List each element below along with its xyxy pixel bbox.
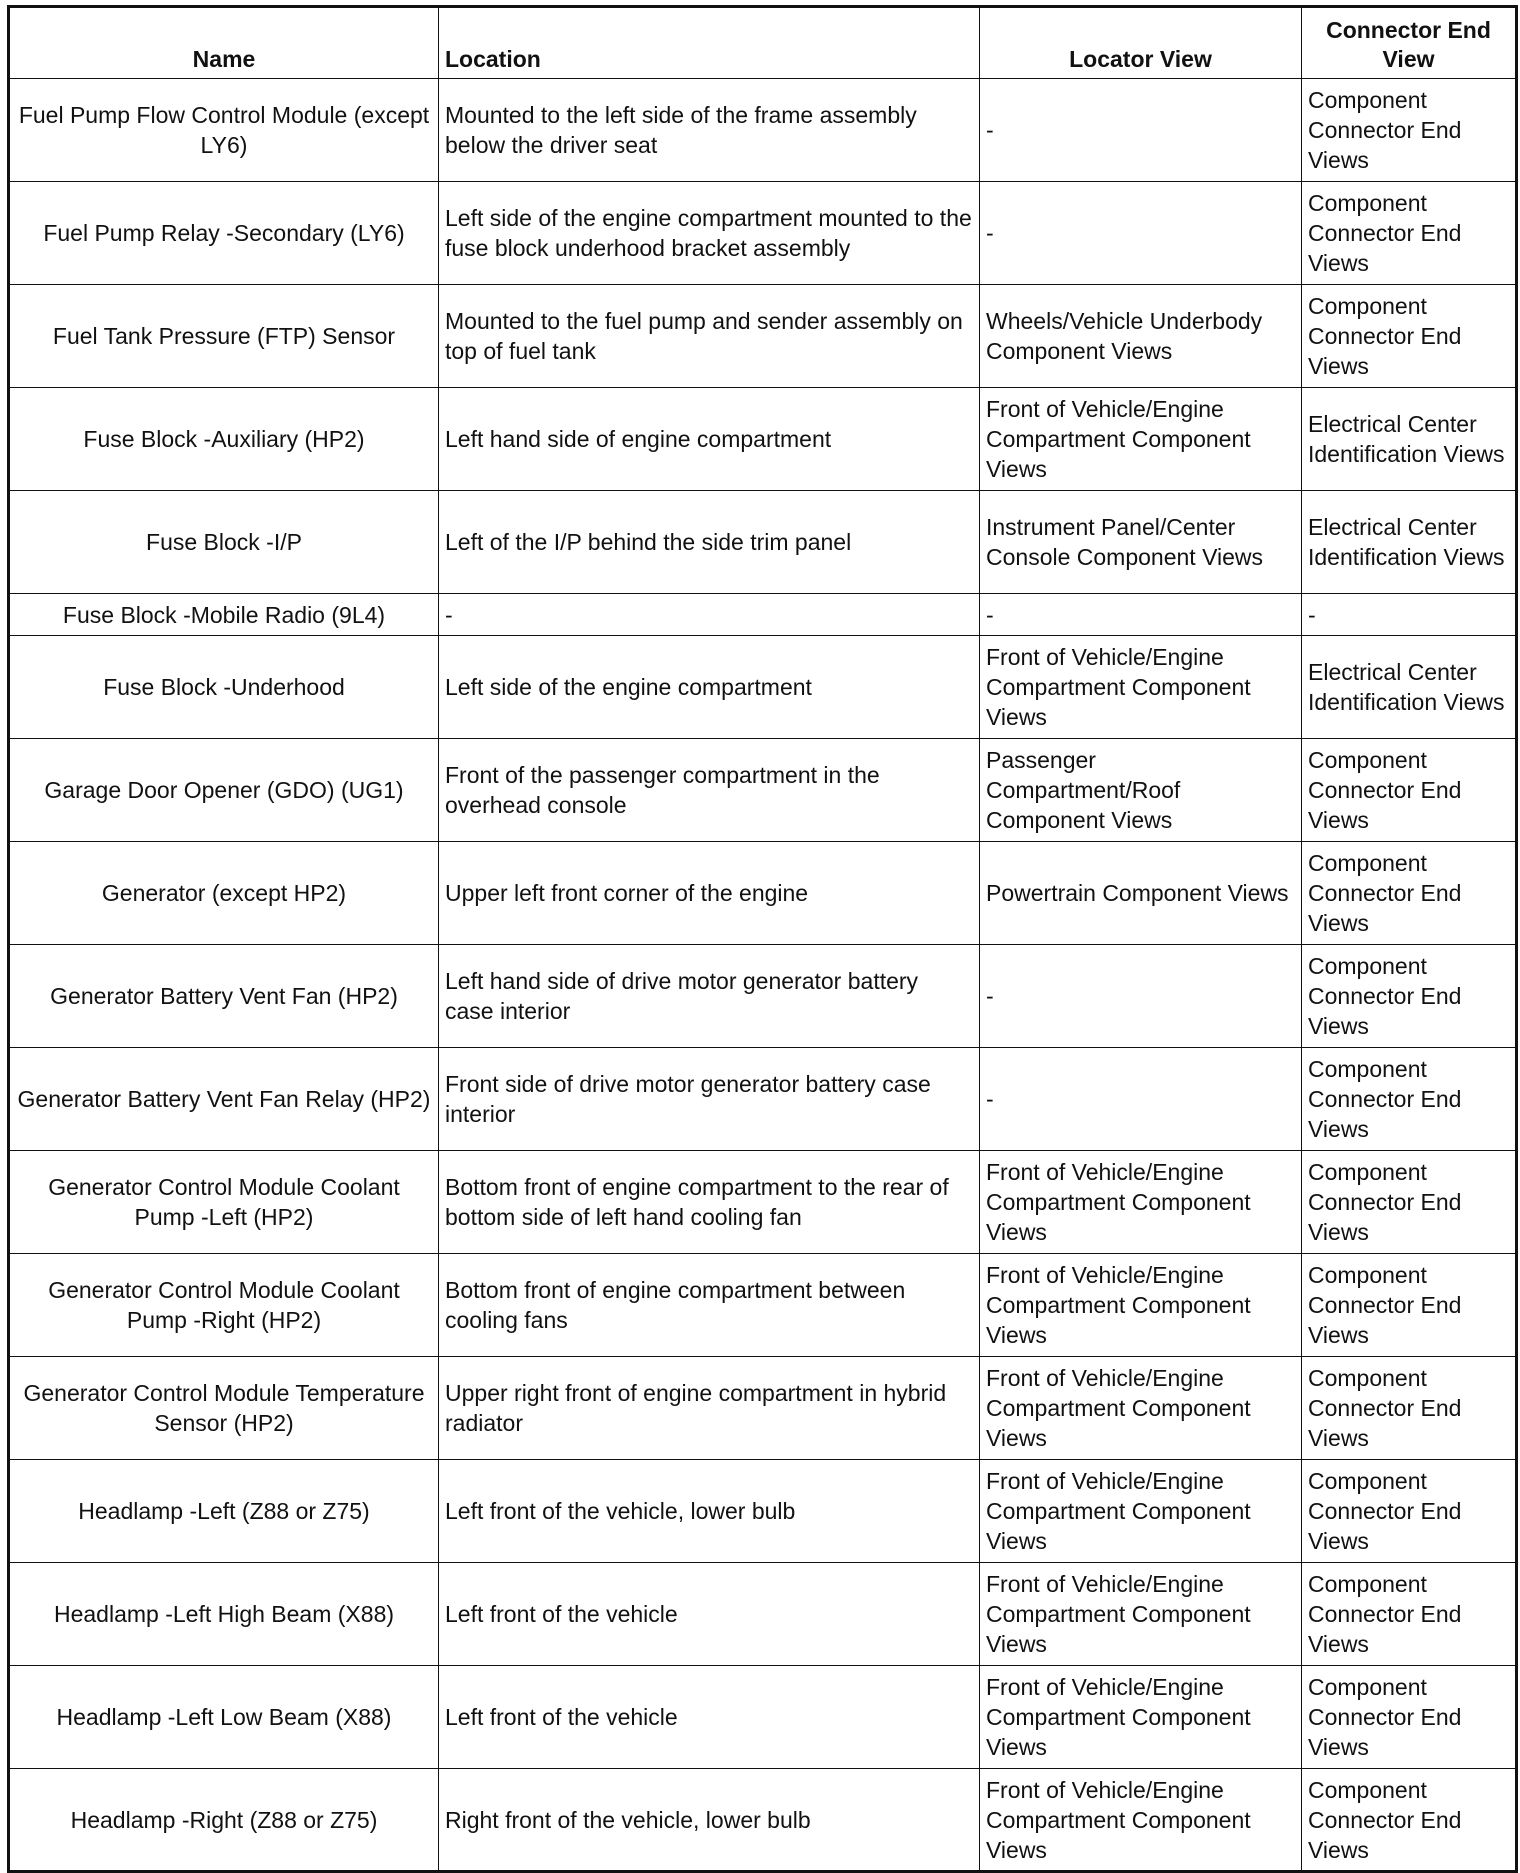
header-connector-end-view-line1: Connector End bbox=[1326, 17, 1491, 43]
cell-name: Generator Battery Vent Fan (HP2) bbox=[9, 945, 439, 1048]
cell-locator-view: Front of Vehicle/Engine Compartment Component Views bbox=[980, 1254, 1302, 1357]
cell-location: Left front of the vehicle bbox=[439, 1666, 980, 1769]
cell-locator-view: Front of Vehicle/Engine Compartment Component Views bbox=[980, 1666, 1302, 1769]
cell-connector-end-view: Component Connector End Views bbox=[1302, 1151, 1517, 1254]
cell-locator-view: - bbox=[980, 1048, 1302, 1151]
table-row bbox=[9, 739, 1517, 842]
cell-locator-view: - bbox=[980, 945, 1302, 1048]
cell-locator-view: - bbox=[980, 182, 1302, 285]
cell-location: Mounted to the fuel pump and sender assembly on top of fuel tank bbox=[439, 285, 980, 388]
cell-location: Right front of the vehicle, lower bulb bbox=[439, 1769, 980, 1872]
cell-location: Bottom front of engine compartment between cooling fans bbox=[439, 1254, 980, 1357]
cell-connector-end-view: Component Connector End Views bbox=[1302, 1460, 1517, 1563]
cell-location: Front side of drive motor generator battery case interior bbox=[439, 1048, 980, 1151]
cell-location: Left side of the engine compartment bbox=[439, 636, 980, 739]
cell-location: - bbox=[439, 594, 980, 636]
header-connector-end-view bbox=[1302, 7, 1517, 79]
table-header-row bbox=[9, 7, 1517, 79]
cell-locator-view: Front of Vehicle/Engine Compartment Component Views bbox=[980, 1357, 1302, 1460]
cell-name: Fuel Pump Flow Control Module (except LY6) bbox=[9, 79, 439, 182]
table-row bbox=[9, 285, 1517, 388]
cell-name: Fuel Pump Relay -Secondary (LY6) bbox=[9, 182, 439, 285]
cell-location: Left front of the vehicle bbox=[439, 1563, 980, 1666]
table-row bbox=[9, 1563, 1517, 1666]
cell-connector-end-view: - bbox=[1302, 594, 1517, 636]
header-locator-view: Locator View bbox=[980, 7, 1302, 79]
cell-connector-end-view: Component Connector End Views bbox=[1302, 842, 1517, 945]
table-row bbox=[9, 182, 1517, 285]
cell-connector-end-view: Component Connector End Views bbox=[1302, 182, 1517, 285]
cell-connector-end-view: Component Connector End Views bbox=[1302, 1769, 1517, 1872]
cell-name: Headlamp -Left High Beam (X88) bbox=[9, 1563, 439, 1666]
cell-location: Left hand side of engine compartment bbox=[439, 388, 980, 491]
table-row bbox=[9, 1151, 1517, 1254]
table-row bbox=[9, 388, 1517, 491]
table-row bbox=[9, 1048, 1517, 1151]
component-locator-table-wrapper bbox=[7, 5, 1515, 1863]
cell-connector-end-view: Component Connector End Views bbox=[1302, 79, 1517, 182]
cell-locator-view: - bbox=[980, 594, 1302, 636]
cell-location: Left side of the engine compartment mounted to the fuse block underhood bracket assembly bbox=[439, 182, 980, 285]
cell-connector-end-view: Component Connector End Views bbox=[1302, 1666, 1517, 1769]
cell-locator-view: Front of Vehicle/Engine Compartment Component Views bbox=[980, 1460, 1302, 1563]
cell-connector-end-view: Component Connector End Views bbox=[1302, 1254, 1517, 1357]
cell-location: Front of the passenger compartment in the overhead console bbox=[439, 739, 980, 842]
cell-connector-end-view: Component Connector End Views bbox=[1302, 285, 1517, 388]
cell-name: Headlamp -Left (Z88 or Z75) bbox=[9, 1460, 439, 1563]
cell-location: Left hand side of drive motor generator battery case interior bbox=[439, 945, 980, 1048]
cell-location: Upper left front corner of the engine bbox=[439, 842, 980, 945]
cell-connector-end-view: Component Connector End Views bbox=[1302, 1357, 1517, 1460]
table-row bbox=[9, 79, 1517, 182]
cell-location: Mounted to the left side of the frame assembly below the driver seat bbox=[439, 79, 980, 182]
header-location: Location bbox=[439, 7, 980, 79]
cell-name: Generator Battery Vent Fan Relay (HP2) bbox=[9, 1048, 439, 1151]
cell-name: Fuse Block -I/P bbox=[9, 491, 439, 594]
cell-locator-view: - bbox=[980, 79, 1302, 182]
cell-locator-view: Instrument Panel/Center Console Component Views bbox=[980, 491, 1302, 594]
cell-name: Garage Door Opener (GDO) (UG1) bbox=[9, 739, 439, 842]
cell-connector-end-view: Electrical Center Identification Views bbox=[1302, 388, 1517, 491]
cell-location: Left front of the vehicle, lower bulb bbox=[439, 1460, 980, 1563]
cell-name: Generator Control Module Temperature Sensor (HP2) bbox=[9, 1357, 439, 1460]
cell-locator-view: Front of Vehicle/Engine Compartment Component Views bbox=[980, 636, 1302, 739]
cell-name: Generator Control Module Coolant Pump -Right (HP2) bbox=[9, 1254, 439, 1357]
cell-name: Fuse Block -Mobile Radio (9L4) bbox=[9, 594, 439, 636]
table-row bbox=[9, 491, 1517, 594]
cell-name: Headlamp -Right (Z88 or Z75) bbox=[9, 1769, 439, 1872]
cell-connector-end-view: Electrical Center Identification Views bbox=[1302, 636, 1517, 739]
cell-name: Generator Control Module Coolant Pump -Left (HP2) bbox=[9, 1151, 439, 1254]
cell-connector-end-view: Component Connector End Views bbox=[1302, 739, 1517, 842]
cell-name: Fuse Block -Underhood bbox=[9, 636, 439, 739]
cell-locator-view: Front of Vehicle/Engine Compartment Component Views bbox=[980, 1563, 1302, 1666]
table-row bbox=[9, 945, 1517, 1048]
table-row bbox=[9, 1254, 1517, 1357]
component-locator-table bbox=[7, 5, 1518, 1873]
table-row bbox=[9, 636, 1517, 739]
cell-location: Left of the I/P behind the side trim panel bbox=[439, 491, 980, 594]
cell-locator-view: Front of Vehicle/Engine Compartment Component Views bbox=[980, 1151, 1302, 1254]
cell-locator-view: Front of Vehicle/Engine Compartment Component Views bbox=[980, 1769, 1302, 1872]
cell-connector-end-view: Component Connector End Views bbox=[1302, 1048, 1517, 1151]
cell-locator-view: Wheels/Vehicle Underbody Component Views bbox=[980, 285, 1302, 388]
header-name: Name bbox=[9, 7, 439, 79]
cell-locator-view: Passenger Compartment/Roof Component Views bbox=[980, 739, 1302, 842]
table-row bbox=[9, 842, 1517, 945]
cell-locator-view: Powertrain Component Views bbox=[980, 842, 1302, 945]
cell-locator-view: Front of Vehicle/Engine Compartment Component Views bbox=[980, 388, 1302, 491]
cell-name: Generator (except HP2) bbox=[9, 842, 439, 945]
cell-name: Fuse Block -Auxiliary (HP2) bbox=[9, 388, 439, 491]
cell-connector-end-view: Electrical Center Identification Views bbox=[1302, 491, 1517, 594]
table-row bbox=[9, 1357, 1517, 1460]
table-row bbox=[9, 1666, 1517, 1769]
cell-name: Fuel Tank Pressure (FTP) Sensor bbox=[9, 285, 439, 388]
header-connector-end-view-line2: View bbox=[1382, 46, 1435, 72]
cell-location: Bottom front of engine compartment to the rear of bottom side of left hand cooling fan bbox=[439, 1151, 980, 1254]
cell-location: Upper right front of engine compartment in hybrid radiator bbox=[439, 1357, 980, 1460]
cell-connector-end-view: Component Connector End Views bbox=[1302, 945, 1517, 1048]
table-row bbox=[9, 1460, 1517, 1563]
cell-name: Headlamp -Left Low Beam (X88) bbox=[9, 1666, 439, 1769]
table-row bbox=[9, 594, 1517, 636]
cell-connector-end-view: Component Connector End Views bbox=[1302, 1563, 1517, 1666]
table-row bbox=[9, 1769, 1517, 1872]
